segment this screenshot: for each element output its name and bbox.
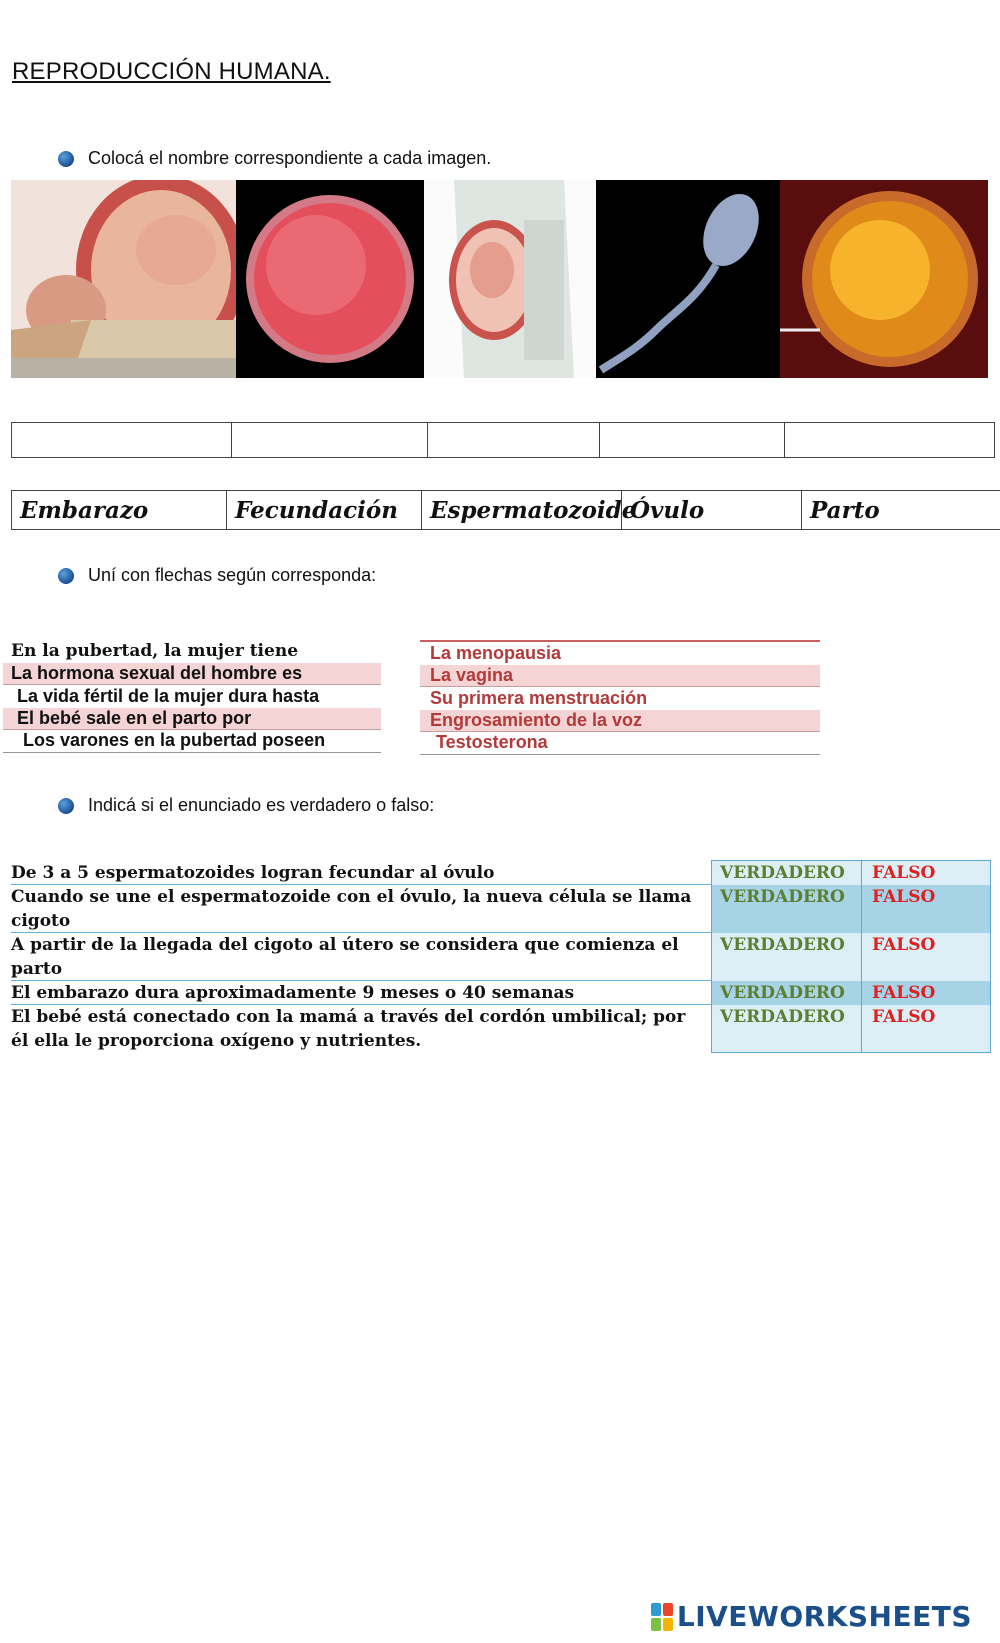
true-false-row <box>11 933 991 981</box>
true-false-table <box>11 860 991 1053</box>
statement-text: A partir de la llegada del cigoto al útero se considera que comienza el parto <box>11 935 679 979</box>
instruction-match-text: Uní con flechas según corresponda: <box>88 565 377 585</box>
match-right-item[interactable]: La vagina <box>420 665 820 688</box>
true-false-row <box>11 981 991 1005</box>
instruction-truefalse <box>58 795 434 816</box>
statement-text: El embarazo dura aproximadamente 9 meses o 40 semanas <box>11 983 575 1003</box>
instruction-images <box>58 148 491 169</box>
match-left-item[interactable]: La hormona sexual del hombre es <box>3 663 381 686</box>
parto-image <box>11 180 236 378</box>
match-right-item[interactable]: La menopausia <box>430 642 562 663</box>
statement-text: Cuando se une el espermatozoide con el óvulo, la nueva célula se llama cigoto <box>11 887 692 931</box>
match-left-item[interactable]: La vida fértil de la mujer dura hasta <box>17 685 320 706</box>
true-false-row <box>11 861 991 885</box>
instruction-match <box>58 565 376 586</box>
statement-text: El bebé está conectado con la mamá a través del cordón umbilical; por él ella le proporciona oxígeno y nutrientes. <box>11 1007 686 1051</box>
falso-option[interactable]: FALSO <box>872 863 936 883</box>
verdadero-option[interactable]: VERDADERO <box>712 933 862 981</box>
bullet-icon <box>58 798 74 814</box>
match-left-item[interactable]: En la pubertad, la mujer tiene <box>11 641 299 662</box>
espermatozoide-image <box>596 180 780 378</box>
brand-text: LIVEWORKSHEETS <box>676 1600 972 1633</box>
match-left-column <box>3 640 381 753</box>
true-false-row <box>11 885 991 933</box>
answer-field[interactable] <box>428 423 600 457</box>
match-right-column <box>420 640 820 755</box>
verdadero-option[interactable]: VERDADERO <box>712 861 862 885</box>
page-title: REPRODUCCIÓN HUMANA. <box>12 58 331 85</box>
word-bank-item[interactable]: Fecundación <box>227 491 422 529</box>
fecundacion-image <box>780 180 988 378</box>
liveworksheets-logo <box>651 1600 972 1633</box>
true-false-row <box>11 1005 991 1053</box>
logo-icon <box>651 1603 673 1631</box>
answer-field[interactable] <box>12 423 232 457</box>
statement-text: De 3 a 5 espermatozoides logran fecundar al óvulo <box>11 863 495 883</box>
embarazo-image <box>424 180 596 378</box>
word-bank-item[interactable]: Embarazo <box>12 491 227 529</box>
falso-option[interactable]: FALSO <box>872 935 936 955</box>
instruction-images-text: Colocá el nombre correspondiente a cada imagen. <box>88 148 492 168</box>
falso-option[interactable]: FALSO <box>872 887 936 907</box>
match-left-item[interactable]: El bebé sale en el parto por <box>3 708 381 731</box>
answer-field[interactable] <box>232 423 428 457</box>
word-bank <box>11 490 1000 530</box>
instruction-truefalse-text: Indicá si el enunciado es verdadero o falso: <box>88 795 435 815</box>
bullet-icon <box>58 568 74 584</box>
match-right-item[interactable]: Engrosamiento de la voz <box>420 710 820 733</box>
word-bank-item[interactable]: Parto <box>810 496 880 524</box>
bullet-icon <box>58 151 74 167</box>
falso-option[interactable]: FALSO <box>872 1007 936 1027</box>
match-right-item[interactable]: Su primera menstruación <box>430 687 648 708</box>
word-bank-item[interactable]: Espermatozoide <box>422 491 622 529</box>
verdadero-option[interactable]: VERDADERO <box>712 885 862 933</box>
answer-table <box>11 422 995 458</box>
word-bank-item[interactable]: Óvulo <box>622 491 802 529</box>
match-left-item[interactable]: Los varones en la pubertad poseen <box>3 730 381 753</box>
falso-option[interactable]: FALSO <box>872 983 936 1003</box>
ovulo-image <box>236 180 424 378</box>
match-right-item[interactable]: Testosterona <box>420 732 820 755</box>
verdadero-option[interactable]: VERDADERO <box>712 981 862 1005</box>
image-strip <box>11 180 988 378</box>
verdadero-option[interactable]: VERDADERO <box>712 1005 862 1052</box>
answer-field[interactable] <box>785 423 994 457</box>
answer-field[interactable] <box>600 423 785 457</box>
